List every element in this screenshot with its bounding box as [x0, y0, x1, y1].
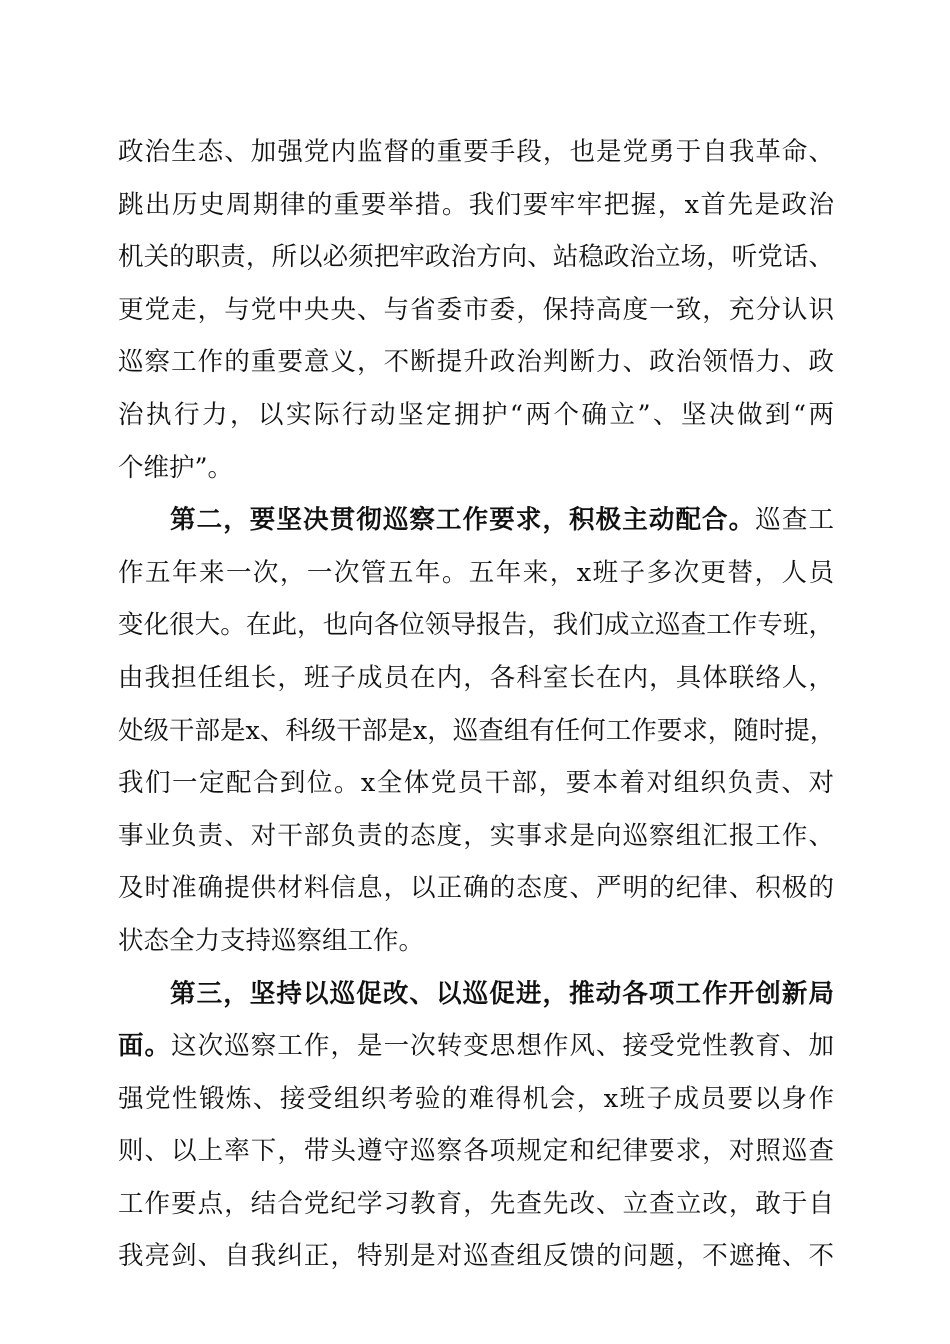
text-line: 我们一定配合到位。x全体党员干部，要本着对组织负责、对: [118, 768, 834, 799]
paragraph-heading-line: [118, 494, 834, 547]
text-line: 则、以上率下，带头遵守巡察各项规定和纪律要求，对照巡查: [118, 1136, 834, 1167]
paragraph-heading: 第三，坚持以巡促改、以巡促进，推动各项工作开创新局: [170, 978, 834, 1009]
text-line: 强党性锻炼、接受组织考验的难得机会，x班子成员要以身作: [118, 1083, 834, 1114]
text-line: 作五年来一次，一次管五年。五年来，x班子多次更替，人员: [118, 557, 834, 588]
paragraph-heading-end: 面。: [118, 1031, 172, 1062]
text-line: 状态全力支持巡察组工作。: [118, 925, 425, 956]
text-line: 治执行力，以实际行动坚定拥护“两个确立”、坚决做到“两: [118, 399, 834, 430]
text-run: 巡查工: [755, 505, 834, 536]
text-line: 我亮剑、自我纠正，特别是对巡查组反馈的问题，不遮掩、不: [118, 1241, 834, 1272]
text-line: 政治生态、加强党内监督的重要手段，也是党勇于自我革命、: [118, 137, 834, 167]
document-page: [118, 126, 834, 1283]
paragraph-2: [118, 494, 834, 967]
text-run: 这次巡察工作，是一次转变思想作风、接受党性教育、加: [171, 1031, 834, 1062]
text-line: 处级干部是x、科级干部是x，巡查组有任何工作要求，随时提，: [118, 715, 836, 746]
text-line: 由我担任组长，班子成员在内，各科室长在内，具体联络人，: [118, 662, 834, 693]
text-line: 变化很大。在此，也向各位领导报告，我们成立巡查工作专班，: [118, 610, 834, 641]
text-line: 工作要点，结合党纪学习教育，先查先改、立查立改，敢于自: [118, 1188, 834, 1219]
paragraph-3: [118, 968, 834, 1284]
text-line: 更党走，与党中央央、与省委市委，保持高度一致，充分认识: [118, 294, 834, 325]
paragraph-heading: 第二，要坚决贯彻巡察工作要求，积极主动配合。: [170, 505, 756, 536]
text-line: 跳出历史周期律的重要举措。我们要牢牢把握，x首先是政治: [118, 189, 834, 220]
paragraph-1: [118, 126, 834, 494]
text-line: 及时准确提供材料信息，以正确的态度、严明的纪律、积极的: [118, 873, 834, 904]
text-line: 事业负责、对干部负责的态度，实事求是向巡察组汇报工作、: [118, 820, 834, 851]
paragraph-heading-line: [118, 1020, 834, 1073]
text-line: 巡察工作的重要意义，不断提升政治判断力、政治领悟力、政: [118, 347, 834, 378]
text-line: 个维护”。: [118, 452, 234, 483]
text-line: 机关的职责，所以必须把牢政治方向、站稳政治立场，听党话、: [118, 242, 834, 273]
